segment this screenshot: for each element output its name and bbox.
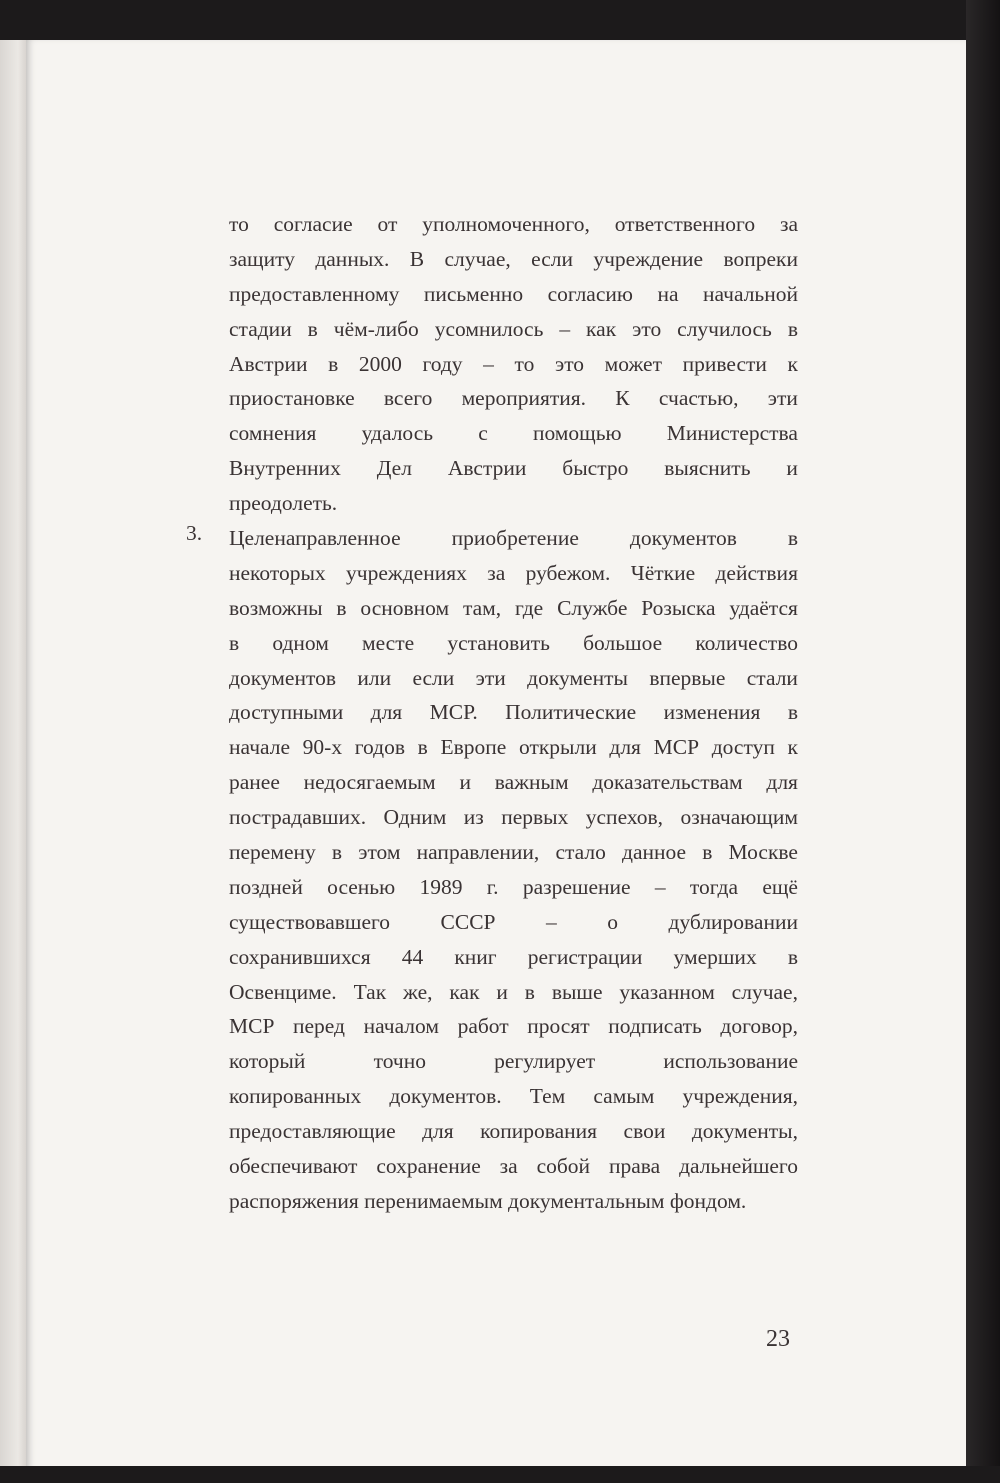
paragraph-continuation	[229, 207, 798, 521]
text-line: копированных документов. Тем самым учреждения,	[229, 1084, 798, 1109]
list-number: 3.	[186, 521, 203, 546]
text-line: начале 90-х годов в Европе открыли для МСР доступ к	[229, 735, 798, 760]
text-line: обеспечивают сохранение за собой права дальнейшего	[229, 1154, 798, 1179]
text-line: приостановке всего мероприятия. К счастью, эти	[229, 386, 798, 411]
text-line: возможны в основном там, где Службе Розыска удаётся	[229, 595, 798, 620]
text-line: предоставленному письменно согласию на начальной	[229, 281, 798, 306]
text-line: сомнения удалось с помощью Министерства	[229, 421, 798, 446]
text-line: Внутренних Дел Австрии быстро выяснить и	[229, 456, 798, 481]
scan-background-bottom	[0, 1466, 1000, 1483]
page-number: 23	[766, 1326, 790, 1352]
text-line: поздней осенью 1989 г. разрешение – тогда ещё	[229, 874, 798, 899]
text-line: существовавшего СССР – о дублировании	[229, 909, 798, 934]
body-text	[186, 207, 798, 1219]
text-line: документов или если эти документы впервые стали	[229, 665, 798, 690]
text-line: стадии в чём-либо усомнилось – как это случилось в	[229, 316, 798, 341]
text-line: сохранившихся 44 книг регистрации умерших в	[229, 944, 798, 969]
text-line: доступными для МСР. Политические изменения в	[229, 700, 798, 725]
text-line: в одном месте установить большое количество	[229, 630, 798, 655]
scan-background-right	[966, 0, 1000, 1483]
text-line: защиту данных. В случае, если учреждение вопреки	[229, 246, 798, 271]
text-line: который точно регулирует использование	[229, 1049, 798, 1074]
text-line: предоставляющие для копирования свои документы,	[229, 1119, 798, 1144]
list-item-3-text	[229, 521, 798, 1219]
text-line: то согласие от уполномоченного, ответственного за	[229, 212, 798, 236]
text-line: Освенциме. Так же, как и в выше указанном случае,	[229, 979, 798, 1004]
text-line: Целенаправленное приобретение документов в	[229, 526, 798, 551]
text-line: преодолеть.	[229, 491, 338, 516]
text-line: ранее недосягаемым и важным доказательствам для	[229, 770, 798, 795]
text-line: некоторых учреждениях за рубежом. Чёткие действия	[229, 560, 798, 585]
text-line: пострадавших. Одним из первых успехов, означающим	[229, 805, 798, 830]
text-line: МСР перед началом работ просят подписать договор,	[229, 1014, 798, 1039]
text-line: распоряжения перенимаемым документальным фондом.	[229, 1188, 747, 1213]
list-item-3	[186, 521, 798, 1219]
text-line: Австрии в 2000 году – то это может привести к	[229, 351, 798, 376]
text-line: перемену в этом направлении, стало данное в Москве	[229, 840, 798, 865]
